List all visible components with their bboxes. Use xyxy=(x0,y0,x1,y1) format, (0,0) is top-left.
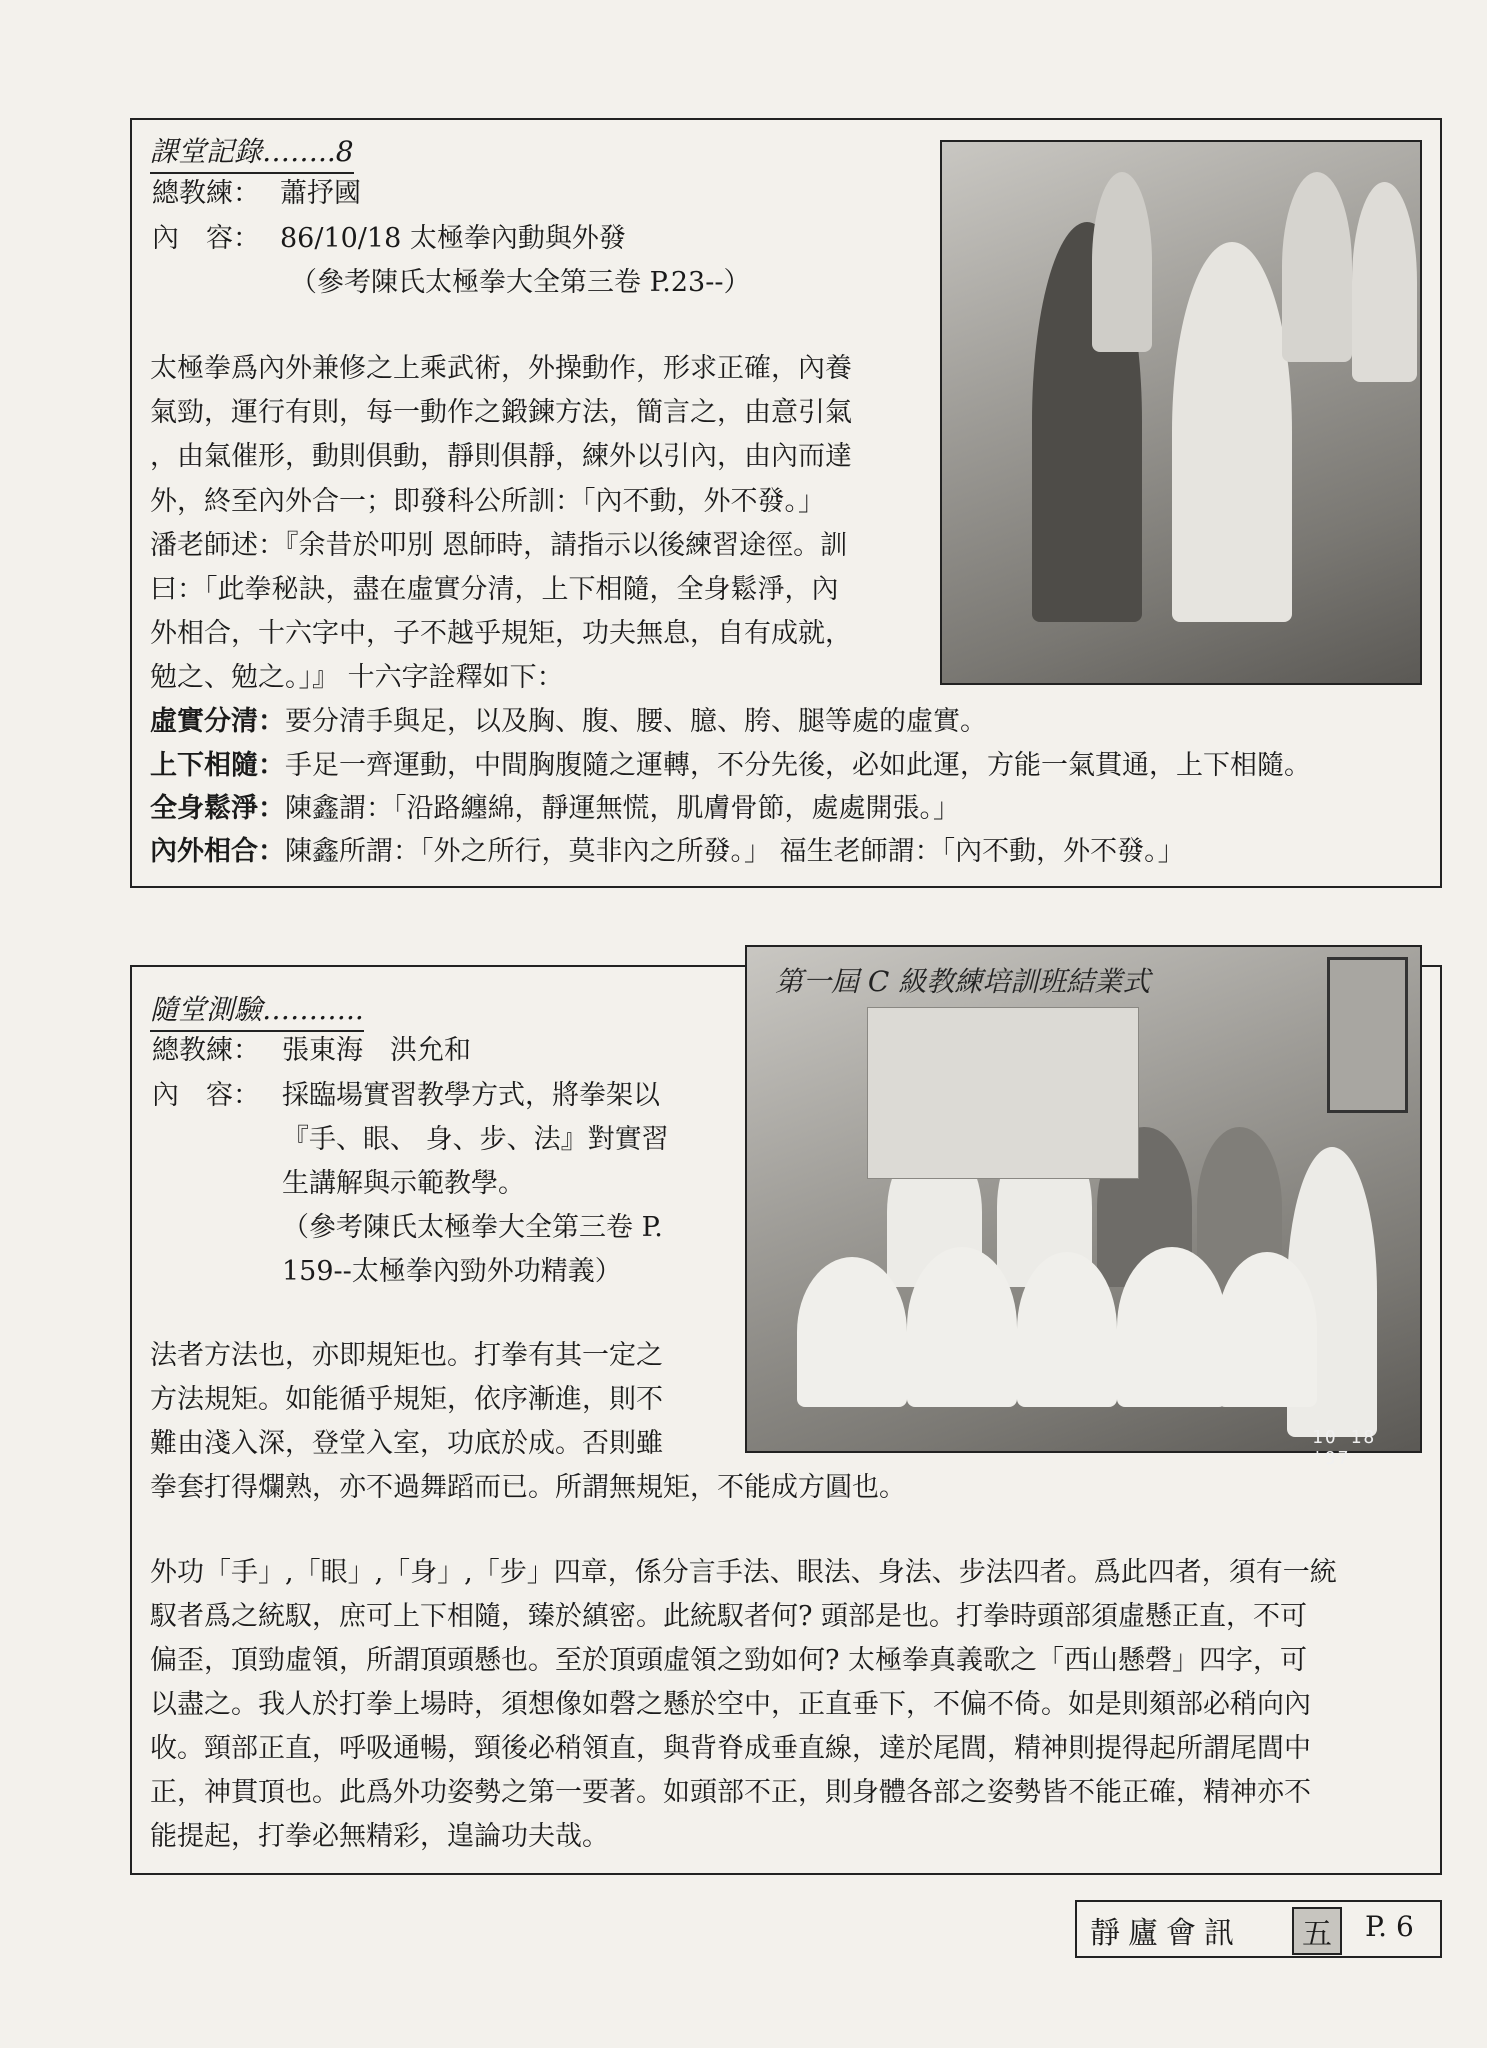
section2-body-line: 法者方法也，亦即規矩也。打拳有其一定之 xyxy=(150,1340,663,1371)
publication-name: 靜廬會訊 xyxy=(1090,1916,1242,1951)
section1-content-label: 內 容： xyxy=(152,223,260,254)
photo-caption: 第一屆 C 級教練培訓班結業式 xyxy=(775,965,1151,998)
photo-figure xyxy=(1217,1252,1317,1407)
photo-banner xyxy=(867,1007,1139,1179)
section2-body-line: 拳套打得爛熟，亦不過舞蹈而已。所謂無規矩，不能成方圓也。 xyxy=(150,1472,906,1503)
section1-body-line: 勉之、勉之。」』 十六字詮釋如下： xyxy=(150,662,564,693)
photo-figure xyxy=(1282,172,1352,362)
term-line xyxy=(150,793,960,825)
section1-body-line: ，由氣催形，動則俱動，靜則俱靜，練外以引內，由內而達 xyxy=(150,441,852,472)
section2-para-line: 外功「手」,「眼」,「身」,「步」四章，係分言手法、眼法、身法、步法四者。爲此四者，須有一統 xyxy=(150,1557,1337,1588)
section2-content-line: （參考陳氏太極拳大全第三卷 P. xyxy=(282,1212,663,1243)
section2-para-line: 偏歪，頂勁虛領，所謂頂頭懸也。至於頂頭虛領之勁如何? 太極拳真義歌之「西山懸磬」四字，可 xyxy=(150,1645,1308,1676)
term-line xyxy=(150,750,1311,782)
term-line xyxy=(150,706,987,738)
photo-figure xyxy=(797,1257,907,1407)
section2-coach-name: 張東海 洪允和 xyxy=(282,1035,471,1066)
section1-coach-label: 總教練： xyxy=(152,178,260,209)
photo-sparring-demo xyxy=(940,140,1422,685)
section1-body-line: 外相合，十六字中，子不越乎規矩，功夫無息，自有成就， xyxy=(150,618,852,649)
term-line xyxy=(150,836,1185,868)
section2-heading: 隨堂測驗……….. xyxy=(150,988,364,1032)
term-text: 陳鑫謂：「沿路纏綿，靜運無慌，肌膚骨節，處處開張。」 xyxy=(285,793,960,824)
photo-figure xyxy=(1117,1247,1227,1407)
term-label: 上下相隨： xyxy=(150,750,285,781)
photo-figure xyxy=(907,1247,1017,1407)
section2-content-line: 採臨場實習教學方式，將拳架以 xyxy=(282,1080,660,1111)
section2-content-line: 『手、眼、 身、步、法』對實習 xyxy=(282,1124,669,1155)
term-label: 全身鬆淨： xyxy=(150,793,285,824)
page-number: P. 6 xyxy=(1365,1910,1414,1943)
section1-content-topic: 86/10/18 太極拳內動與外發 xyxy=(280,223,626,254)
section1-coach-name: 蕭抒國 xyxy=(280,178,361,209)
section2-body-line: 難由淺入深，登堂入室，功底於成。否則雖 xyxy=(150,1428,663,1459)
section2-para-line: 以盡之。我人於打拳上場時，須想像如磬之懸於空中，正直垂下，不偏不倚。如是則頦部必稍向內 xyxy=(150,1689,1311,1720)
section1-body-line: 外，終至內外合一；即發科公所訓：「內不動，外不發。」 xyxy=(150,486,825,517)
section2-content-line: 159--太極拳內勁外功精義） xyxy=(282,1256,622,1287)
photo-graduation-group xyxy=(745,945,1422,1469)
section1-body-line: 潘老師述：『余昔於叩別 恩師時，請指示以後練習途徑。訓 xyxy=(150,530,848,561)
section2-para-line: 收。頸部正直，呼吸通暢，頸後必稍領直，與背脊成垂直線，達於尾閭，精神則提得起所謂尾閭中 xyxy=(150,1733,1311,1764)
section1-reference: （參考陳氏太極拳大全第三卷 P.23--） xyxy=(290,267,751,298)
volume-number: 五 xyxy=(1292,1907,1342,1955)
section2-body-line: 方法規矩。如能循乎規矩，依序漸進，則不 xyxy=(150,1384,663,1415)
photo-figure xyxy=(1092,172,1152,352)
photo-figure xyxy=(1172,242,1292,622)
photo-figure xyxy=(1352,182,1417,382)
term-text: 陳鑫所謂：「外之所行，莫非內之所發。」 福生老師謂：「內不動，外不發。」 xyxy=(285,836,1185,867)
section1-body-line: 太極拳爲內外兼修之上乘武術，外操動作，形求正確，內養 xyxy=(150,353,852,384)
term-text: 要分清手與足，以及胸、腹、腰、臆、胯、腿等處的虛實。 xyxy=(285,706,987,737)
term-label: 虛實分清： xyxy=(150,706,285,737)
section1-heading: 課堂記錄……..8 xyxy=(150,130,354,174)
photo-date-stamp: 10 18 '97 xyxy=(1312,1427,1377,1469)
section2-content-label: 內 容： xyxy=(152,1080,260,1111)
term-text: 手足一齊運動，中間胸腹隨之運轉，不分先後，必如此運，方能一氣貫通，上下相隨。 xyxy=(285,750,1311,781)
photo-wall-portrait xyxy=(1327,957,1408,1113)
term-label: 內外相合： xyxy=(150,836,285,867)
section1-body-line: 曰：「此拳秘訣，盡在虛實分清，上下相隨，全身鬆淨，內 xyxy=(150,574,839,605)
section2-para-line: 正，神貫頂也。此爲外功姿勢之第一要著。如頭部不正，則身體各部之姿勢皆不能正確，精神亦不 xyxy=(150,1777,1311,1808)
section2-coach-label: 總教練： xyxy=(152,1035,260,1066)
photo-figure xyxy=(1017,1252,1117,1407)
section2-para-line: 能提起，打拳必無精彩，遑論功夫哉。 xyxy=(150,1821,609,1852)
section2-para-line: 馭者爲之統馭，庶可上下相隨，臻於縝密。此統馭者何? 頭部是也。打拳時頭部須虛懸正直，不可 xyxy=(150,1601,1308,1632)
section2-content-line: 生講解與示範教學。 xyxy=(282,1168,525,1199)
section1-body-line: 氣勁，運行有則，每一動作之鍛鍊方法，簡言之，由意引氣 xyxy=(150,397,852,428)
